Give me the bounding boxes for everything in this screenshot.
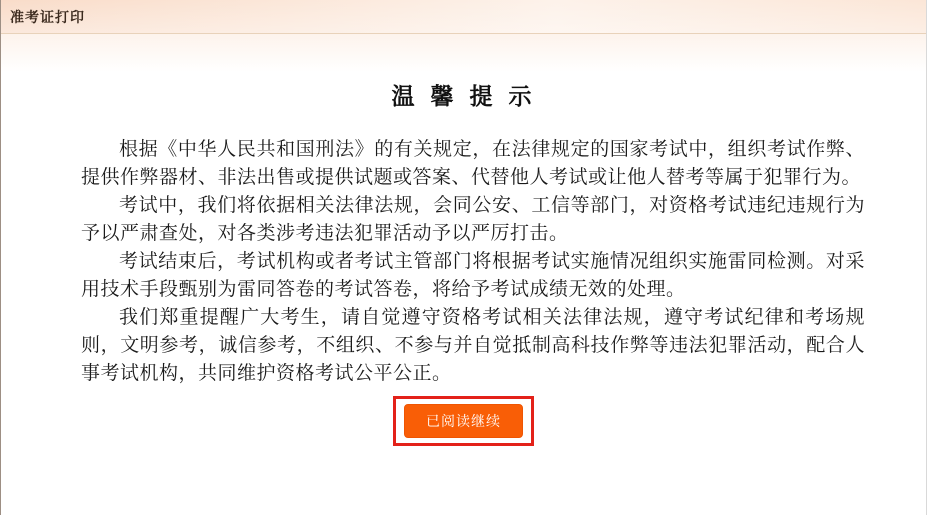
page-header	[1, 0, 926, 34]
click-target-highlight	[393, 396, 534, 446]
button-row	[1, 396, 926, 446]
notice-paragraph-4: 我们郑重提醒广大考生，请自觉遵守资格考试相关法律法规，遵守考试纪律和考场规则，文明参考，诚信参考，不组织、不参与并自觉抵制高科技作弊等违法犯罪活动，配合人事考试机构，共同维护资格考试公平公正。	[81, 306, 865, 385]
continue-button[interactable]: 已阅读继续	[404, 404, 523, 438]
notice-paragraph-1: 根据《中华人民共和国刑法》的有关规定，在法律规定的国家考试中，组织考试作弊、提供作弊器材、非法出售或提供试题或答案、代替他人考试或让他人替考等属于犯罪行为。	[81, 138, 865, 189]
notice-paragraph-2: 考试中，我们将依据相关法律法规，会同公安、工信等部门，对资格考试违纪违规行为予以严肃查处，对各类涉考违法犯罪活动予以严厉打击。	[81, 194, 865, 245]
notice-paragraph-3: 考试结束后，考试机构或者考试主管部门将根据考试实施情况组织实施雷同检测。对采用技术手段甄别为雷同答卷的考试答卷，将给予考试成绩无效的处理。	[81, 250, 865, 301]
notice-title: 温 馨 提 示	[391, 83, 536, 110]
notice-body	[1, 135, 926, 387]
page-title: 准考证打印	[10, 8, 85, 25]
notice-panel	[1, 34, 926, 515]
